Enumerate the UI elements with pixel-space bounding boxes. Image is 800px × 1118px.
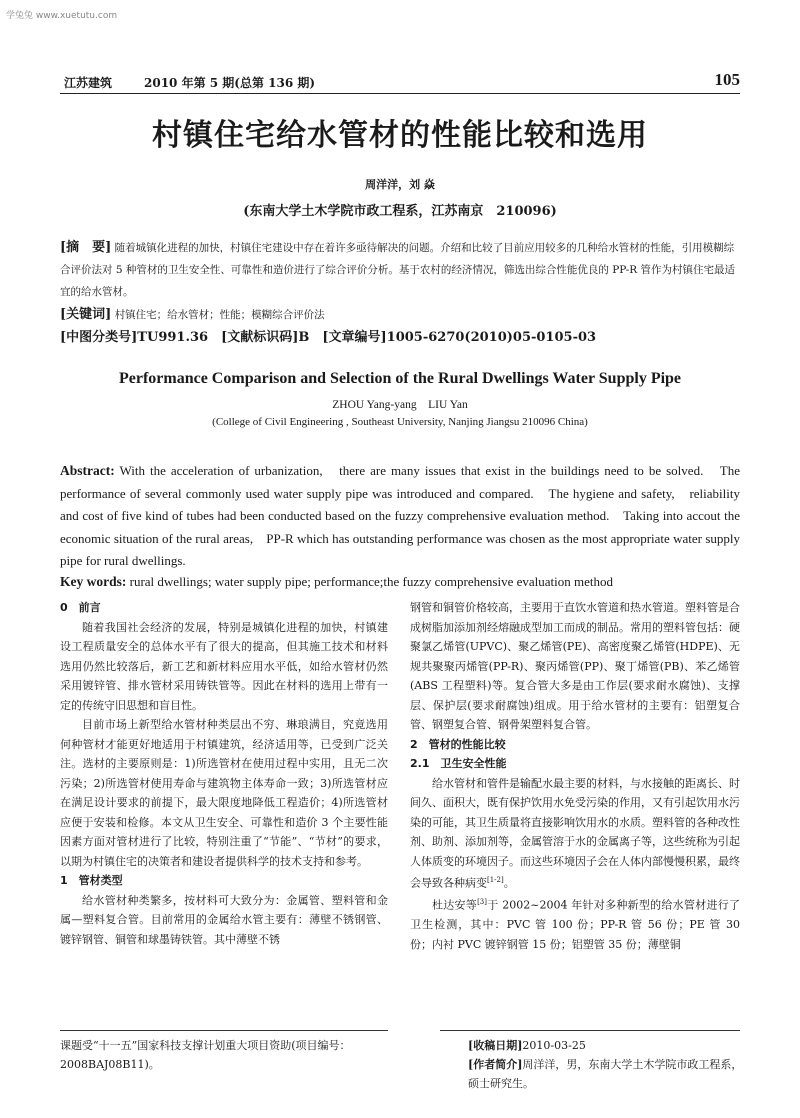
- received-date: 2010-03-25: [522, 1039, 586, 1052]
- paragraph-text: 给水管材和管件是输配水最主要的材料，与水接触的距离长、时间久、面积大，既有保护饮用水免受污染的作用，又有引起饮用水污染的可能，其卫生质量将直接影响饮用水的水质。塑料管的各种改性剂、助剂、添加剂等，金属管溶于水的金属离子等，这些统称为引起人体质变的环境因子。而这些环境因子会在人体内部慢慢积累，最终会导致各种病变: [410, 776, 740, 890]
- author-bio-line: [468, 1055, 748, 1093]
- body-paragraph: 目前市场上新型给水管材种类层出不穷、琳琅满目，究竟选用何种管材才能更好地适用于村镇建筑，经济适用等，已受到广泛关注。选材的主要原则是：1)所选管材在使用过程中实用，且无二次污染；2)所选管材使用寿命与建筑物主体寿命一致；3)所选管材应在满足设计要求的前提下，最大限度地降低工程造价；4)所选管材应便于安装和检修。本文从卫生安全、可靠性和造价 3 个主要性能因素方面对管材进行了比较，特别注重了“节能”、“节材”的要求，以期为村镇住宅的决策者和建设者提供科学的技术支持和参考。: [60, 718, 388, 868]
- body-paragraph: [410, 774, 740, 894]
- footnote-funding: 课题受“十一五”国家科技支撑计划重大项目资助(项目编号：2008BAJ08B11)。: [60, 1039, 351, 1071]
- body-column-right: [410, 598, 740, 954]
- watermark-text: 学兔兔 www.xuetutu.com: [6, 11, 118, 21]
- abstract-label-cn: [摘 要]: [60, 240, 112, 255]
- body-paragraph: 随着我国社会经济的发展，特别是城镇化进程的加快，村镇建设工程质量安全的总体水平有了很大的提高，但其施工技术和材料选用仍然比较落后，新工艺和新材料应用水平低，如给水管材仍然采用镀锌管、排水管材采用铸铁管等。因此在材料的选用上带有一定的传统守旧思想和盲目性。: [60, 620, 388, 712]
- keywords-label-cn: [关键词]: [60, 307, 112, 322]
- abstract-label-en: Abstract:: [60, 463, 115, 478]
- classification-line: [中图分类号]TU991.36 [文献标识码]B [文章编号]1005-6270(2010)05-0105-03: [60, 330, 597, 345]
- authors-chinese: 周洋洋，刘 焱: [365, 178, 435, 191]
- section-heading: 0 前言: [60, 601, 101, 614]
- abstract-text-cn: 随着城镇化进程的加快，村镇住宅建设中存在着许多亟待解决的问题。介绍和比较了目前应用较多的几种给水管材的性能，引用模糊综合评价法对 5 种管材的卫生安全性、可靠性和造价进行了综合评价分析。基于农村的经济情况，筛选出综合性能优良的 PP-R 管作为村镇住宅最适宜的给水管材。: [60, 242, 736, 298]
- section-heading: 2 管材的性能比较: [410, 737, 506, 751]
- keywords-english: [60, 572, 740, 592]
- author-bio: 周洋洋，男，东南大学土木学院市政工程系，硕士研究生。: [468, 1058, 743, 1090]
- journal-name: 江苏建筑: [64, 76, 113, 90]
- keywords-text-cn: 村镇住宅；给水管材；性能；模糊综合评价法: [114, 309, 325, 321]
- section-heading: 1 管材类型: [60, 874, 123, 887]
- paragraph-text: 杜达安等: [432, 898, 478, 912]
- keywords-chinese: [60, 305, 740, 325]
- citation-ref: [1-2]: [487, 876, 504, 884]
- subsection-heading: 2.1 卫生安全性能: [410, 757, 507, 770]
- received-label: [收稿日期]: [468, 1039, 523, 1052]
- running-header: [60, 70, 740, 92]
- header-rule: [60, 93, 740, 94]
- issue-info: 2010 年第 5 期(总第 136 期): [144, 76, 316, 90]
- footnote-article-info: [468, 1036, 748, 1093]
- body-paragraph: 给水管材种类繁多，按材料可大致分为：金属管、塑料管和金属—塑料复合管。目前常用的金属给水管主要有：薄壁不锈钢管、镀锌钢管、铜管和球墨铸铁管。其中薄壁不锈: [60, 893, 388, 946]
- author-bio-label: [作者简介]: [468, 1058, 523, 1071]
- citation-ref: [3]: [477, 898, 487, 907]
- title-english: Performance Comparison and Selection of the Rural Dwellings Water Supply Pipe: [118, 370, 682, 387]
- abstract-text-en: With the acceleration of urbanization, there are many issues that exist in the buildings need to be solved. The performance of several commonly used water supply pipe was introduced and compared. The hygiene and safety, reliability and cost of five kind of tubes had been conducted based on the fuzzy comprehensive evaluation method. Taking into accout the economic situation of the rural areas, PP-R which has outstanding performance was chosen as the most appropriate water supply pipe for rural dwellings.: [60, 463, 741, 569]
- received-date-line: [468, 1036, 748, 1055]
- page-number: 105: [714, 70, 740, 89]
- body-paragraph: 钢管和铜管价格较高，主要用于直饮水管道和热水管道。塑料管是合成树脂加添加剂经熔融成型加工而成的制品。常用的塑料管包括：硬聚氯乙烯管(UPVC)、聚乙烯管(PE)、高密度聚乙烯管(HDPE)、无规共聚聚丙烯管(PP-R)、聚丙烯管(PP)、聚丁烯管(PB)、苯乙烯管(ABS 工程塑料)等。复合管大多是由工作层(要求耐水腐蚀)、支撑层、保护层(要求耐腐蚀)组成。用于给水管材的主要有：铝塑复合管、钢塑复合管、钢骨架塑料复合管。: [410, 601, 740, 731]
- abstract-english: [60, 460, 740, 573]
- affiliation-chinese: (东南大学土木学院市政工程系，江苏南京 210096): [243, 204, 557, 219]
- abstract-chinese: [60, 237, 740, 303]
- paragraph-text: 于 2002~2004 年针对多种新型的给水管材进行了卫生检测，其中：PVC 管 100 份；PP-R 管 56 份；PE 管 30 份；内衬 PVC 镀锌钢管 15 份；铝塑管 35 份；薄壁铜: [410, 898, 741, 951]
- authors-english: ZHOU Yang-yang LIU Yan: [332, 399, 468, 411]
- paragraph-text: 。: [503, 876, 515, 890]
- body-column-left: [60, 598, 388, 949]
- keywords-text-en: rural dwellings; water supply pipe; performance;the fuzzy comprehensive evaluation method: [129, 574, 613, 589]
- keywords-label-en: Key words:: [60, 574, 127, 589]
- footnote-rule-right: [440, 1030, 740, 1031]
- body-paragraph: [410, 893, 740, 954]
- footnote-rule-left: [60, 1030, 388, 1031]
- affiliation-english: (College of Civil Engineering , Southeast University, Nanjing Jiangsu 210096 China): [212, 416, 588, 428]
- title-chinese: 村镇住宅给水管材的性能比较和选用: [152, 118, 648, 153]
